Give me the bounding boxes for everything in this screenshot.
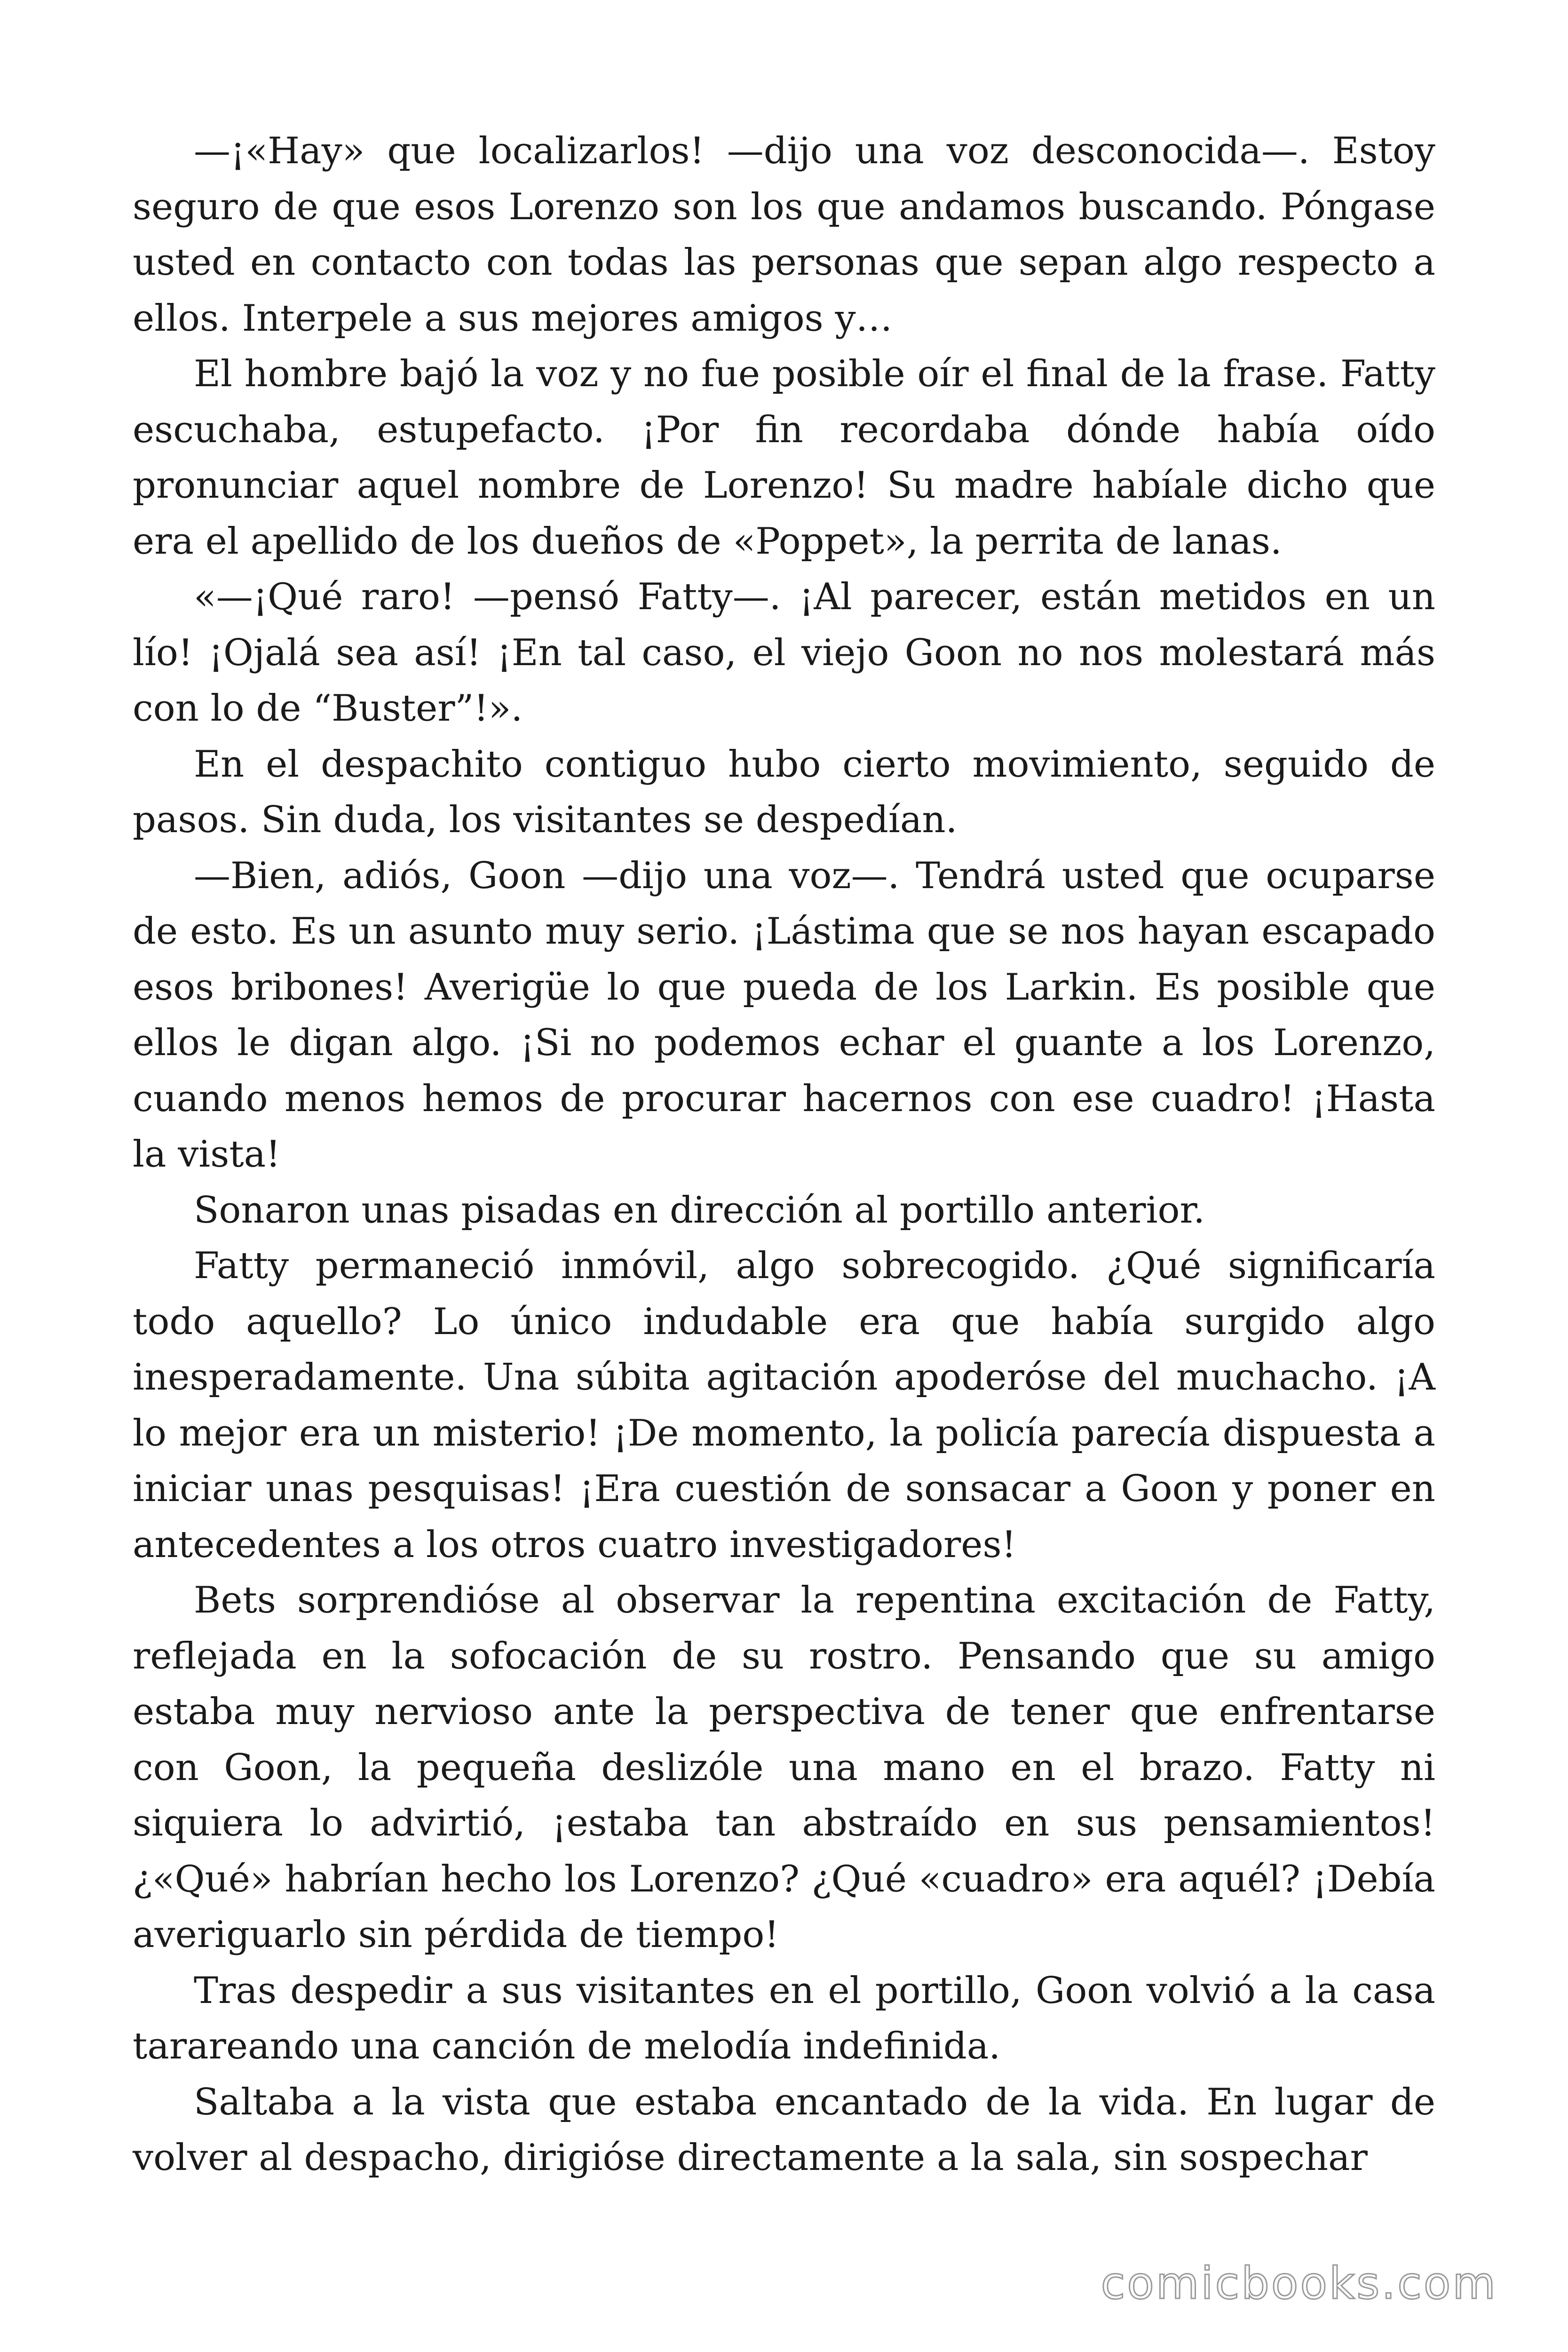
paragraph: —¡«Hay» que localizarlos! —dijo una voz desconocida—. Estoy seguro de que esos Lorenzo son los que andamos buscando. Póngase usted en contacto con todas las personas que sepan algo respecto a ellos. Interpele a sus mejores amigos y… xyxy=(133,130,1435,340)
paragraph: Tras despedir a sus visitantes en el portillo, Goon volvió a la casa tarareando una canción de melodía indefinida. xyxy=(133,1969,1435,2067)
paragraph: «—¡Qué raro! —pensó Fatty—. ¡Al parecer, están metidos en un lío! ¡Ojalá sea así! ¡En tal caso, el viejo Goon no nos molestará más con lo de “Buster”!». xyxy=(133,576,1435,730)
paragraph: Sonaron unas pisadas en dirección al portillo anterior. xyxy=(194,1189,1205,1232)
watermark-text: comicbooks.com xyxy=(1101,2258,1497,2309)
paragraph: Fatty permaneció inmóvil, algo sobrecogido. ¿Qué significaría todo aquello? Lo único indudable era que había surgido algo inesperadamente. Una súbita agitación apoderóse del muchacho. ¡A lo mejor era un misterio! ¡De momento, la policía parecía dispuesta a iniciar unas pesquisas! ¡Era cuestión de sonsacar a Goon y poner en antecedentes a los otros cuatro investigadores! xyxy=(133,1245,1435,1566)
paragraph: Bets sorprendióse al observar la repentina excitación de Fatty, reflejada en la sofocación de su rostro. Pensando que su amigo estaba muy nervioso ante la perspectiva de tener que enfrentarse con Goon, la pequeña deslizóle una mano en el brazo. Fatty ni siquiera lo advirtió, ¡estaba tan abstraído en sus pensamientos! ¿«Qué» habrían hecho los Lorenzo? ¿Qué «cuadro» era aquél? ¡Debía averiguarlo sin pérdida de tiempo! xyxy=(133,1579,1435,1956)
body-text xyxy=(133,123,1435,2186)
paragraph: —Bien, adiós, Goon —dijo una voz—. Tendrá usted que ocuparse de esto. Es un asunto muy serio. ¡Lástima que se nos hayan escapado esos bribones! Averigüe lo que pueda de los Larkin. Es posible que ellos le digan algo. ¡Si no podemos echar el guante a los Lorenzo, cuando menos hemos de procurar hacernos con ese cuadro! ¡Hasta la vista! xyxy=(133,854,1435,1176)
paragraph: Saltaba a la vista que estaba encantado de la vida. En lugar de volver al despacho, dirigióse directamente a la sala, sin sospechar xyxy=(133,2081,1435,2179)
paragraph: El hombre bajó la voz y no fue posible oír el final de la frase. Fatty escuchaba, estupefacto. ¡Por fin recordaba dónde había oído pronunciar aquel nombre de Lorenzo! Su madre habíale dicho que era el apellido de los dueños de «Poppet», la perrita de lanas. xyxy=(133,353,1435,563)
paragraph: En el despachito contiguo hubo cierto movimiento, seguido de pasos. Sin duda, los visitantes se despedían. xyxy=(133,743,1435,841)
